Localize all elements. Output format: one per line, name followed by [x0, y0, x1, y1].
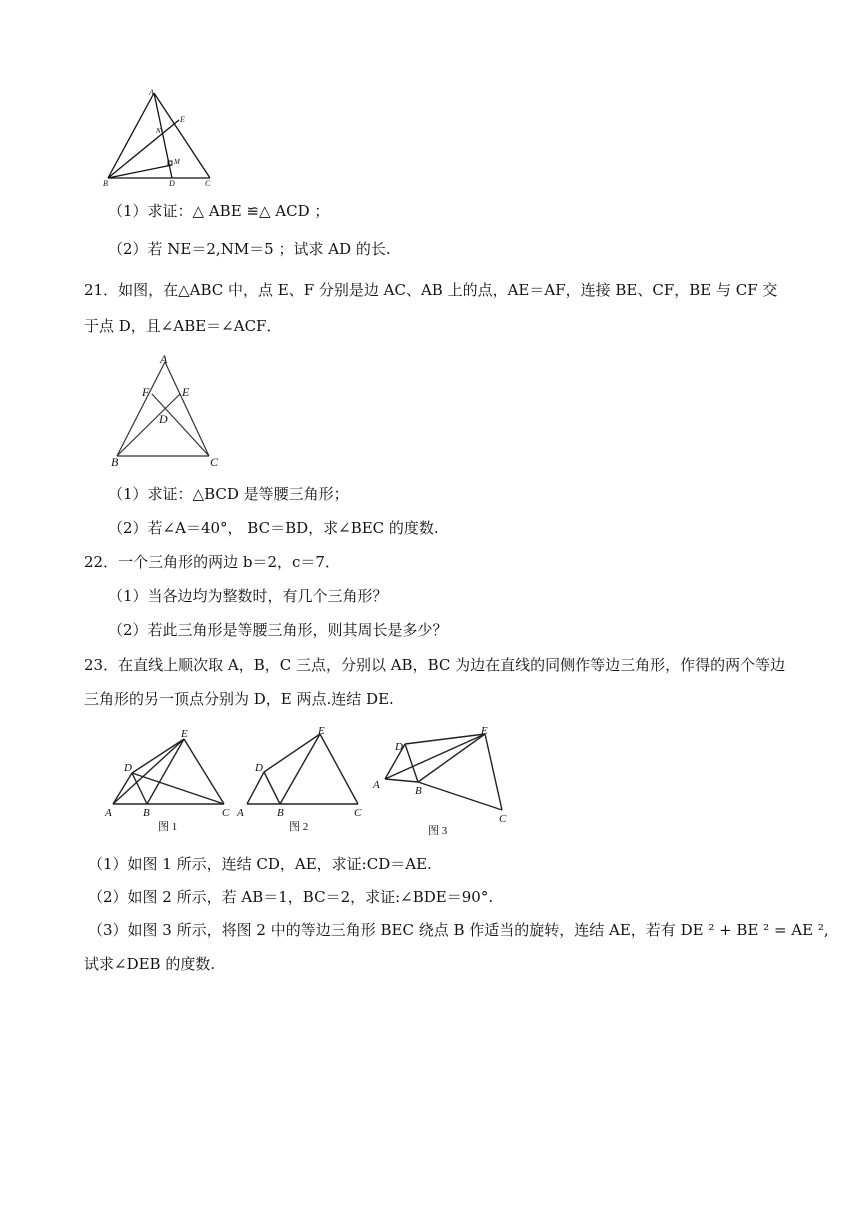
label-C: C: [210, 455, 219, 468]
figure-q23-group: [100, 722, 530, 842]
label-M: M: [174, 158, 180, 166]
caption-fig1: 图 1: [158, 821, 178, 833]
q21-part1: （1）求证：△BCD 是等腰三角形；: [108, 485, 349, 503]
q21-text-line1: 21．如图，在△ABC 中，点 E、F 分别是边 AC、AB 上的点，AE＝AF，连接 BE、CF，BE 与 CF 交: [84, 281, 778, 299]
caption-fig3: 图 3: [428, 825, 448, 837]
label-D: D: [169, 179, 175, 188]
q23-text-line1: 23．在直线上顺次取 A，B，C 三点，分别以 AB，BC 为边在直线的同侧作等边三角形，作得的两个等边: [84, 656, 786, 674]
q22-part2: （2）若此三角形是等腰三角形，则其周长是多少？: [108, 621, 448, 639]
q23-part3: （3）如图 3 所示，将图 2 中的等边三角形 BEC 绕点 B 作适当的旋转，连结 AE，若有 DE ² + BE ² = AE ²,: [88, 921, 829, 939]
fig2-label-A: A: [237, 807, 244, 819]
q23-text-line2: 三角形的另一顶点分别为 D，E 两点.连结 DE.: [84, 690, 394, 708]
fig1-label-A: A: [105, 807, 112, 819]
fig2-label-B: B: [277, 807, 284, 819]
fig1-label-D: D: [124, 762, 132, 774]
q23-part4: 试求∠DEB 的度数.: [84, 955, 216, 973]
fig3-label-D: D: [395, 741, 403, 753]
fig3-label-A: A: [373, 779, 380, 791]
label-A: A: [149, 88, 154, 97]
fig3-label-E: E: [481, 725, 488, 737]
label-C: C: [205, 179, 211, 188]
q20-part2: （2）若 NE＝2,NM＝5 ；试求 AD 的长.: [108, 240, 391, 258]
figure-q21-triangle: [108, 350, 226, 468]
fig1-label-E: E: [181, 728, 188, 740]
fig2-label-C: C: [354, 807, 362, 819]
fig3-label-C: C: [499, 813, 507, 825]
fig2-label-D: D: [255, 762, 263, 774]
label-E: E: [182, 385, 190, 399]
q23-part1: （1）如图 1 所示，连结 CD，AE，求证:CD＝AE.: [88, 855, 432, 873]
q22-part1: （1）当各边均为整数时，有几个三角形？: [108, 587, 388, 605]
q21-text-line2: 于点 D，且∠ABE＝∠ACF．: [84, 317, 282, 335]
label-A: A: [160, 352, 168, 366]
label-F: F: [142, 385, 150, 399]
fig3-label-B: B: [415, 785, 422, 797]
q22-text: 22．一个三角形的两边 b＝2，c＝7．: [84, 553, 340, 571]
fig1-label-C: C: [222, 807, 230, 819]
figure-q20-triangle: [100, 88, 220, 190]
q21-part2: （2）若∠A＝40°， BC＝BD，求∠BEC 的度数.: [108, 519, 439, 537]
label-N: N: [156, 127, 161, 135]
q23-part2: （2）如图 2 所示，若 AB＝1，BC＝2，求证:∠BDE＝90°.: [88, 888, 494, 906]
fig1-label-B: B: [143, 807, 150, 819]
label-B: B: [111, 455, 119, 468]
fig2-label-E: E: [318, 725, 325, 737]
label-D: D: [159, 412, 168, 426]
figure-2: [247, 734, 358, 804]
label-B: B: [103, 179, 108, 188]
label-E: E: [180, 115, 185, 124]
q20-part1: （1）求证：△ ABE ≌△ ACD ；: [108, 202, 330, 220]
caption-fig2: 图 2: [289, 821, 309, 833]
